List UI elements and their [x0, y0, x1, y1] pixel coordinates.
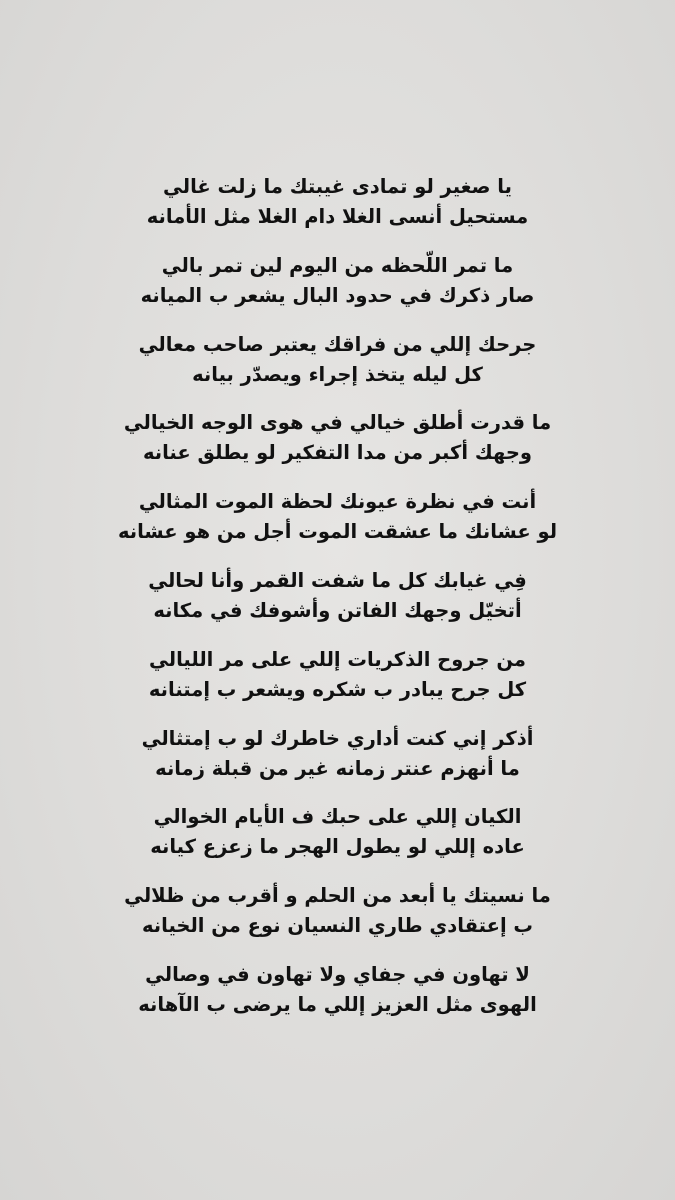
verse-line: ما قدرت أطلق خيالي في هوى الوجه الخيالي [123, 411, 552, 435]
verse-line: الهوى مثل العزيز إللي ما يرضى ب الآهانه [138, 992, 537, 1016]
stanza-3 [0, 330, 675, 409]
stanza-2 [0, 251, 675, 330]
verse-line: جرحك إللي من فراقك يعتبر صاحب معالي [138, 332, 537, 356]
verse-line: وجهك أكبر من مدا التفكير لو يطلق عنانه [142, 441, 533, 465]
verse-line: ما أنهزم عنتر زمانه غير من قبلة زمانه [155, 756, 520, 780]
verse-line: الكيان إللي على حبك ف الأيام الخوالي [153, 805, 522, 829]
verse-line: أذكر إني كنت أداري خاطرك لو ب إمتثالي [141, 726, 534, 750]
verse-line: أنت في نظرة عيونك لحظة الموت المثالي [138, 490, 537, 514]
verse-line: أتخيّل وجهك الفاتن وأشوفك في مكانه [153, 598, 522, 622]
stanza-11 [0, 960, 675, 1039]
verse-line: كل ليله يتخذ إجراء ويصدّر بيانه [192, 362, 483, 386]
stanza-8 [0, 724, 675, 803]
verse-line: لا تهاون في جفاي ولا تهاون في وصالي [145, 962, 530, 986]
verse-line: ما تمر اللّحظه من اليوم لين تمر بالي [161, 253, 514, 277]
verse-line: فِي غيابك كل ما شفت القمر وأنا لحالي [148, 568, 527, 592]
verse-line: صار ذكرك في حدود البال يشعر ب الميانه [140, 283, 535, 307]
stanza-9 [0, 802, 675, 881]
verse-line: ما نسيتك يا أبعد من الحلم و أقرب من ظلالي [124, 884, 551, 908]
stanza-10 [0, 881, 675, 960]
poem-body [0, 172, 675, 1039]
stanza-6 [0, 566, 675, 645]
verse-line: من جروح الذكريات إللي على مر الليالي [149, 647, 526, 671]
verse-line: يا صغير لو تمادى غيبتك ما زلت غالي [163, 175, 512, 198]
stanza-5 [0, 487, 675, 566]
verse-line: لو عشانك ما عشقت الموت أجل من هو عشانه [117, 520, 558, 544]
stanza-4 [0, 408, 675, 487]
stanza-1 [0, 172, 675, 251]
verse-line: ب إعتقادي طاري النسيان نوع من الخيانه [141, 914, 534, 938]
verse-line: كل جرح يبادر ب شكره ويشعر ب إمتنانه [148, 677, 527, 701]
verse-line: مستحيل أنسى الغلا دام الغلا مثل الأمانه [146, 205, 529, 228]
stanza-7 [0, 645, 675, 724]
verse-line: عاده إللي لو يطول الهجر ما زعزع كيانه [150, 835, 525, 859]
